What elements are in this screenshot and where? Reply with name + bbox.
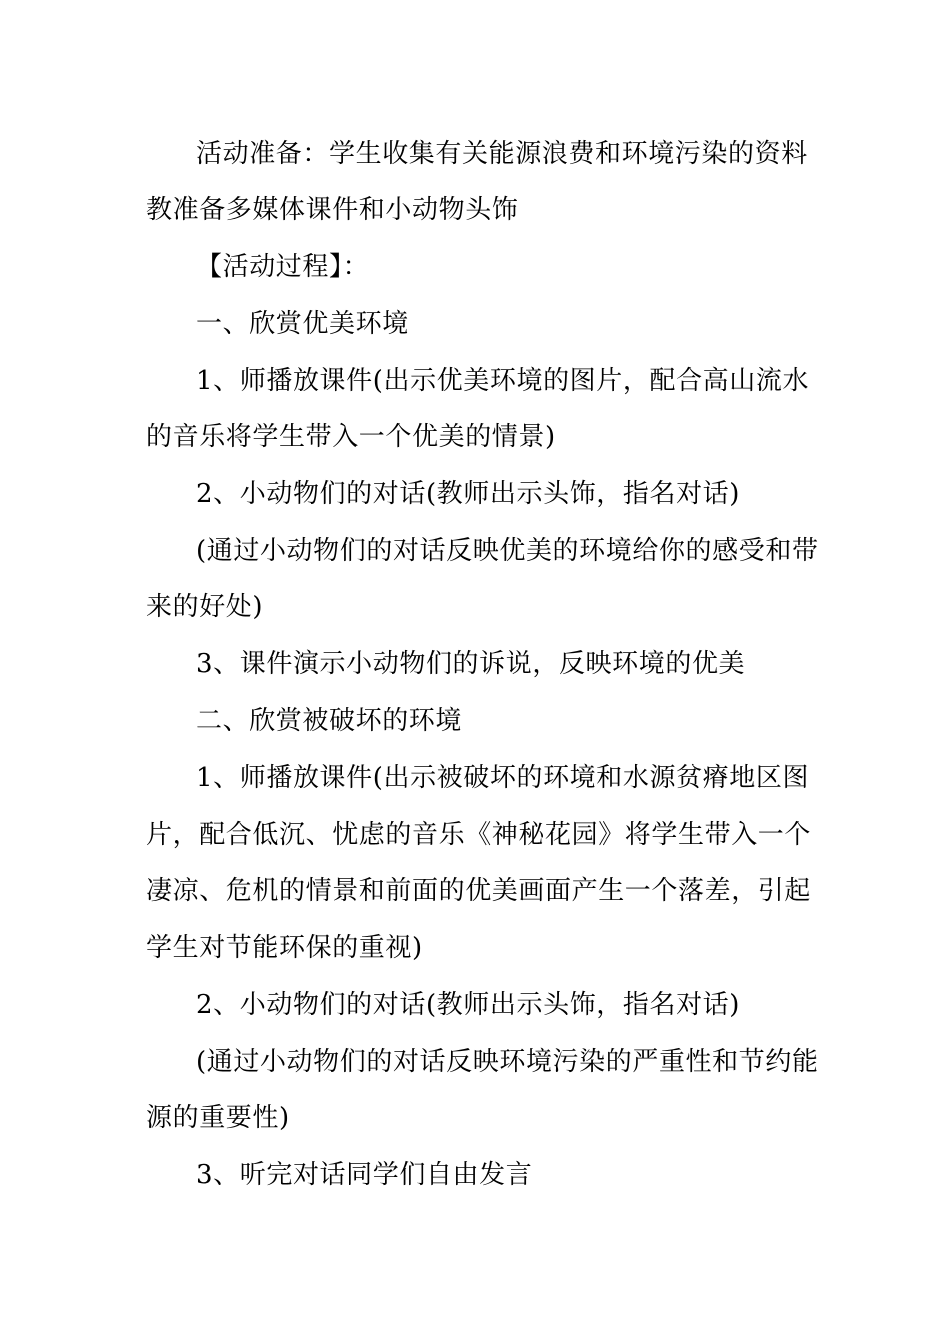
paragraph-line: (通过小动物们的对话反映优美的环境给你的感受和带	[196, 536, 819, 566]
paragraph-line: 3、课件演示小动物们的诉说，反映环境的优美	[196, 649, 746, 679]
paragraph-line: 3、听完对话同学们自由发言	[196, 1160, 533, 1190]
paragraph-line: 源的重要性)	[146, 1103, 290, 1133]
paragraph-line: 凄凉、危机的情景和前面的优美画面产生一个落差，引起	[146, 876, 812, 906]
paragraph-line: 1、师播放课件(出示被破坏的环境和水源贫瘠地区图	[196, 763, 810, 793]
paragraph-line: 2、小动物们的对话(教师出示头饰，指名对话)	[196, 990, 741, 1020]
paragraph-line: 来的好处)	[146, 592, 264, 622]
paragraph-line: 1、师播放课件(出示优美环境的图片，配合高山流水	[196, 366, 810, 396]
paragraph-line: 教准备多媒体课件和小动物头饰	[146, 195, 519, 225]
section-heading: 【活动过程】：	[196, 252, 370, 282]
paragraph-line: 活动准备：学生收集有关能源浪费和环境污染的资料	[196, 139, 808, 169]
section-heading: 一、欣赏优美环境	[196, 309, 409, 339]
paragraph-line: 学生对节能环保的重视)	[146, 933, 423, 963]
paragraph-line: (通过小动物们的对话反映环境污染的严重性和节约能	[196, 1047, 819, 1077]
section-heading: 二、欣赏被破坏的环境	[196, 706, 463, 736]
paragraph-line: 的音乐将学生带入一个优美的情景)	[146, 422, 556, 452]
paragraph-line: 片，配合低沉、忧虑的音乐《神秘花园》将学生带入一个	[146, 820, 812, 850]
paragraph-line: 2、小动物们的对话(教师出示头饰，指名对话)	[196, 479, 741, 509]
